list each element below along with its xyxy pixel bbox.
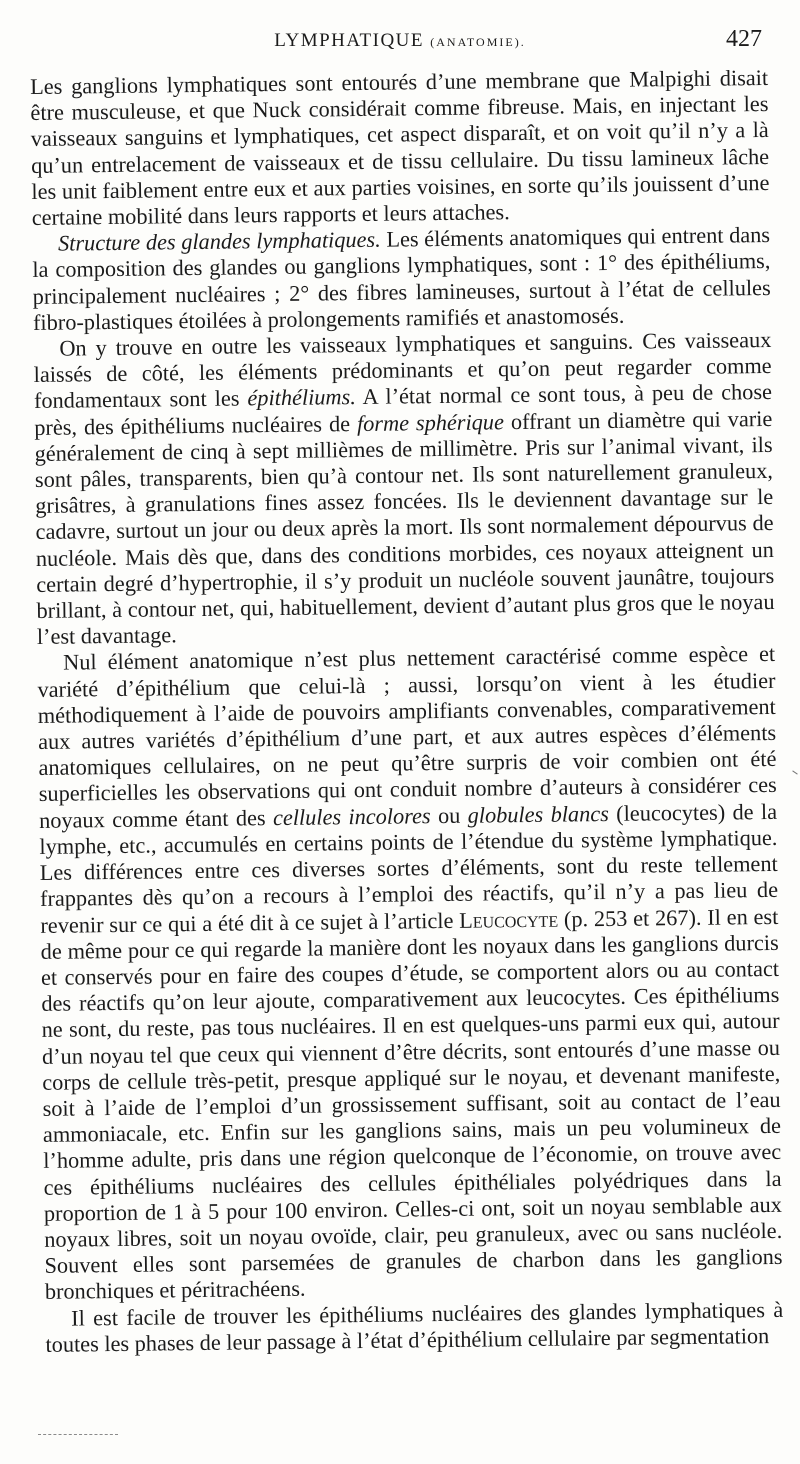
- italic-text: cellules incolores: [272, 802, 431, 830]
- paragraph: [33, 327, 775, 650]
- paragraph-text: A l’état normal ce sont tous, à peu de chose près, des épithéliums nucléaires de: [34, 379, 773, 440]
- italic-text: épithéliums.: [247, 384, 356, 411]
- paragraph: [30, 65, 770, 231]
- paragraph-text: Les ganglions lymphatiques sont entourés d’une membrane que Malpighi disait être musculeuse, et que Nuck considérait comme fibreuse. Mais, en injectant les vaisseaux sanguins et lymphatiques, cet aspect disparaît, et on voit qu’il n’y a là qu’un entrelacement de vaisseaux et de tissu cellulaire. Du tissu lamineux lâche les unit faiblement entre eux et aux parties voisines, en sorte qu’ils jouissent d’une certaine mobilité dans leurs rapports et leurs attaches.: [30, 64, 770, 231]
- paragraph: [32, 222, 771, 336]
- running-title: [30, 30, 770, 52]
- paragraph-text: Les éléments anatomiques qui entrent dans la composition des glandes ou ganglions lymphatiques, sont : 1° des épithéliums, principalement nucléaires ; 2° des fibres lamineuses, surtout à l’état de cellules fibro-plastiques étoilées à prolongements ramifiés et anastomosés.: [32, 222, 771, 335]
- paragraph-text: Nul élément anatomique n’est plus nettement caractérisé comme espèce et variété d’épithélium que celui-là ; aussi, lorsqu’on vient à les étudier méthodiquement à l’aide de pouvoirs amplifiants convenables, comparativement aux autres variétés d’épithélium d’une part, et aux autres espèces d’éléments anatomiques cellulaires, on ne peut qu’être surpris de voir combien ont été superficielles les observations qui ont conduit nombre d’auteurs à considérer ces noyaux comme étant des: [37, 641, 777, 833]
- paragraph-text: (leucocytes) de la lymphe, etc., accumulés en certains points de l’étendue du système lymphatique. Les différences entre ces diverses sortes d’éléments, sont du reste tellement frappantes dès qu’on a recours à l’emploi des réactifs, qu’il n’y a pas lieu de revenir sur ce qui a été dit à ce sujet à l’article: [39, 798, 779, 938]
- margin-mark: [792, 770, 797, 774]
- paragraph-text: (p. 253 et 267). Il en est de même pour ce qui regarde la manière dont les noyaux dans les ganglions durcis et conservés pour en faire des coupes d’étude, se comportent alors ou au contact des réactifs qu’on leur ajoute, comparativement aux leucocytes. Ces épithéliums ne sont, du reste, pas tous nucléaires. Il en est quelques-uns parmi eux qui, autour d’un noyau tel que ceux qui viennent d’être décrits, sont entourés d’une masse ou corps de cellule très-petit, presque appliqué sur le noyau, et devenant manifeste, soit à l’aide de l’emploi d’un grossissement suffisant, soit au contact de l’eau ammoniacale, etc. Enfin sur les ganglions sains, mais un peu volumineux de l’homme adulte, pris dans une région quelconque de l’économie, on trouve avec ces épithéliums nucléaires des cellules épithéliales polyédriques dans la proportion de 1 à 5 pour 100 environ. Celles-ci ont, soit un noyau semblable aux noyaux libres, soit un noyau ovoïde, clair, peu granuleux, avec ou sans nucléole. Souvent elles sont parsemées de granules de charbon dans les ganglions bronchiques et péritrachéens.: [40, 903, 783, 1305]
- italic-text: globules blancs: [467, 800, 609, 828]
- paragraph-text: On y trouve en outre les vaisseaux lymphatiques et sanguins. Ces vaisseaux laissés de côté, les éléments prédominants et qu’on peut regarder comme fondamentaux sont les: [33, 326, 772, 414]
- paragraph: [45, 1296, 784, 1357]
- italic-text: Structure des glandes lymphatiques.: [57, 226, 381, 256]
- page-header: [30, 26, 770, 56]
- paragraph-text: ou: [430, 802, 468, 828]
- paragraph: [37, 641, 783, 1305]
- italic-text: forme sphérique: [356, 408, 505, 436]
- paragraph-text: Il est facile de trouver les épithéliums nucléaires des glandes lymphatiques à toutes les phases de leur passage à l’état d’épithélium cellulaire par segmentation: [45, 1296, 784, 1357]
- small-caps-text: Leucocyte: [459, 906, 559, 933]
- running-title-subtitle: (ANATOMIE).: [430, 35, 526, 49]
- paragraph-text: offrant un diamètre qui varie généralement de cinq à sept millièmes de millimètre. Pris sur l’animal vivant, ils sont pâles, transparents, bien qu’à contour net. Ils sont naturellement granuleux, grisâtres, à granulations fines assez foncées. Ils le deviennent davantage sur le cadavre, surtout un jour ou deux après la mort. Ils sont normalement dépourvus de nucléole. Mais dès que, dans des conditions morbides, ces noyaux atteignent un certain degré d’hypertrophie, il s’y produit un nucléole souvent jaunâtre, toujours brillant, à contour net, qui, habituellement, devient d’autant plus gros que le noyau l’est davantage.: [34, 405, 775, 650]
- running-title-main: LYMPHATIQUE: [274, 30, 425, 51]
- footer-rule: [38, 1434, 118, 1435]
- body-text: [30, 65, 784, 1358]
- page-number: 427: [726, 26, 762, 52]
